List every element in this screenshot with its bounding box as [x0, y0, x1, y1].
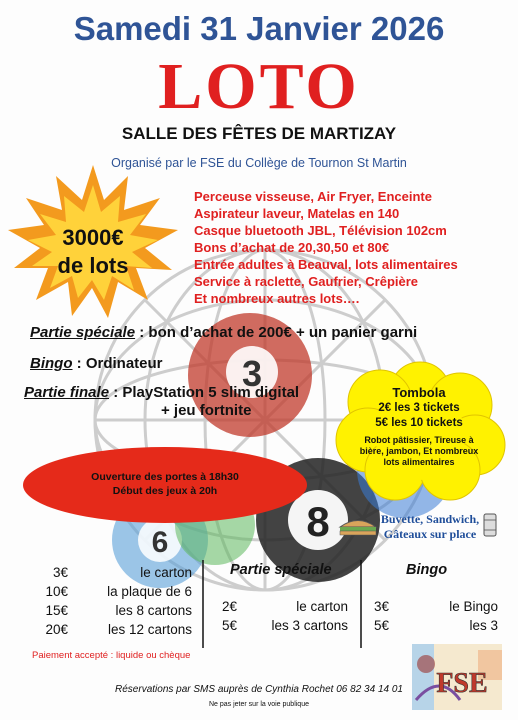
bingo-game-prize: : Ordinateur	[72, 355, 163, 372]
special-prices	[222, 597, 242, 635]
refreshments-line-1: Buvette, Sandwich,	[380, 512, 480, 526]
final-game-prize: : PlayStation 5 slim digital	[109, 384, 300, 401]
prize-total	[38, 224, 148, 280]
carton-label: le carton	[140, 565, 192, 580]
event-title: LOTO	[158, 50, 360, 123]
carton-price: 10€	[45, 584, 68, 599]
final-game-prize-extra: + jeu fortnite	[161, 402, 252, 419]
soda-can-icon	[484, 514, 496, 536]
organizer: Organisé par le FSE du Collège de Tournon St Martin	[111, 156, 407, 170]
disposal-notice: Ne pas jeter sur la voie publique	[208, 701, 309, 708]
refreshments-line-2: Gâteaux sur place	[383, 527, 477, 541]
reservation-contact: Réservations par SMS auprès de Cynthia Rochet 06 82 34 14 01	[115, 684, 403, 695]
prize-list	[194, 188, 514, 307]
prize-item: Entrée adultes à Beauval, lots alimentaires	[194, 257, 458, 272]
bingo-label: les 3	[469, 618, 498, 633]
svg-text:8: 8	[306, 498, 330, 545]
games-start: Début des jeux à 20h	[112, 485, 218, 497]
special-label: les 3 cartons	[271, 618, 348, 633]
svg-text:6: 6	[151, 526, 169, 559]
tombola-box	[352, 385, 486, 468]
venue: SALLE DES FÊTES DE MARTIZAY	[121, 124, 397, 143]
special-price: 2€	[222, 599, 238, 614]
carton-label: les 8 cartons	[115, 603, 192, 618]
tombola-price-1: 2€ les 3 tickets	[378, 402, 460, 414]
special-price: 5€	[222, 618, 238, 633]
prize-item: Service à raclette, Gaufrier, Crêpière	[194, 274, 419, 289]
carton-label: la plaque de 6	[107, 584, 192, 599]
special-pricing-header: Partie spéciale	[230, 562, 332, 578]
opening-hours	[30, 470, 300, 498]
prize-item: Bons d’achat de 20,30,50 et 80€	[194, 240, 390, 255]
bingo-price: 5€	[374, 618, 390, 633]
prize-total-amount: 3000€	[62, 225, 124, 250]
svg-text:3: 3	[241, 353, 263, 394]
bingo-prices	[374, 597, 394, 635]
special-labels	[250, 597, 348, 635]
special-game-prize: : bon d’achat de 200€ + un panier garni	[135, 324, 418, 341]
carton-labels	[80, 563, 192, 639]
refreshments	[378, 512, 482, 542]
final-game-line	[24, 384, 299, 401]
svg-text:FSE: FSE	[436, 668, 488, 699]
bingo-labels	[410, 597, 498, 635]
bingo-game-label: Bingo	[30, 355, 73, 372]
prize-item: Aspirateur laveur, Matelas en 140	[194, 206, 400, 221]
bingo-game-line	[30, 355, 163, 372]
carton-price: 3€	[52, 565, 68, 580]
special-label: le carton	[296, 599, 348, 614]
final-game-label: Partie finale	[24, 384, 110, 401]
prize-item: Perceuse visseuse, Air Fryer, Enceinte	[194, 189, 432, 204]
carton-prices	[30, 563, 68, 639]
tombola-price-2: 5€ les 10 tickets	[375, 417, 463, 429]
carton-price: 15€	[45, 603, 68, 618]
payment-methods: Paiement accepté : liquide ou chèque	[32, 650, 191, 661]
doors-open: Ouverture des portes à 18h30	[91, 471, 239, 483]
prize-item: Casque bluetooth JBL, Télévision 102cm	[194, 223, 447, 238]
tombola-title: Tombola	[392, 385, 446, 400]
prize-total-label: de lots	[57, 253, 129, 278]
special-game-line	[30, 324, 417, 341]
carton-price: 20€	[45, 622, 68, 637]
special-game-label: Partie spéciale	[30, 324, 136, 341]
bingo-price: 3€	[374, 599, 390, 614]
prize-item: Et nombreux autres lots….	[194, 291, 360, 306]
bingo-label: le Bingo	[449, 599, 498, 614]
event-date: Samedi 31 Janvier 2026	[73, 10, 445, 47]
bingo-pricing-header: Bingo	[406, 562, 448, 578]
carton-label: les 12 cartons	[107, 622, 192, 637]
tombola-prizes: Robot pâtissier, Tireuse à bière, jambon, Et nombreux lots alimentaires	[359, 435, 479, 467]
